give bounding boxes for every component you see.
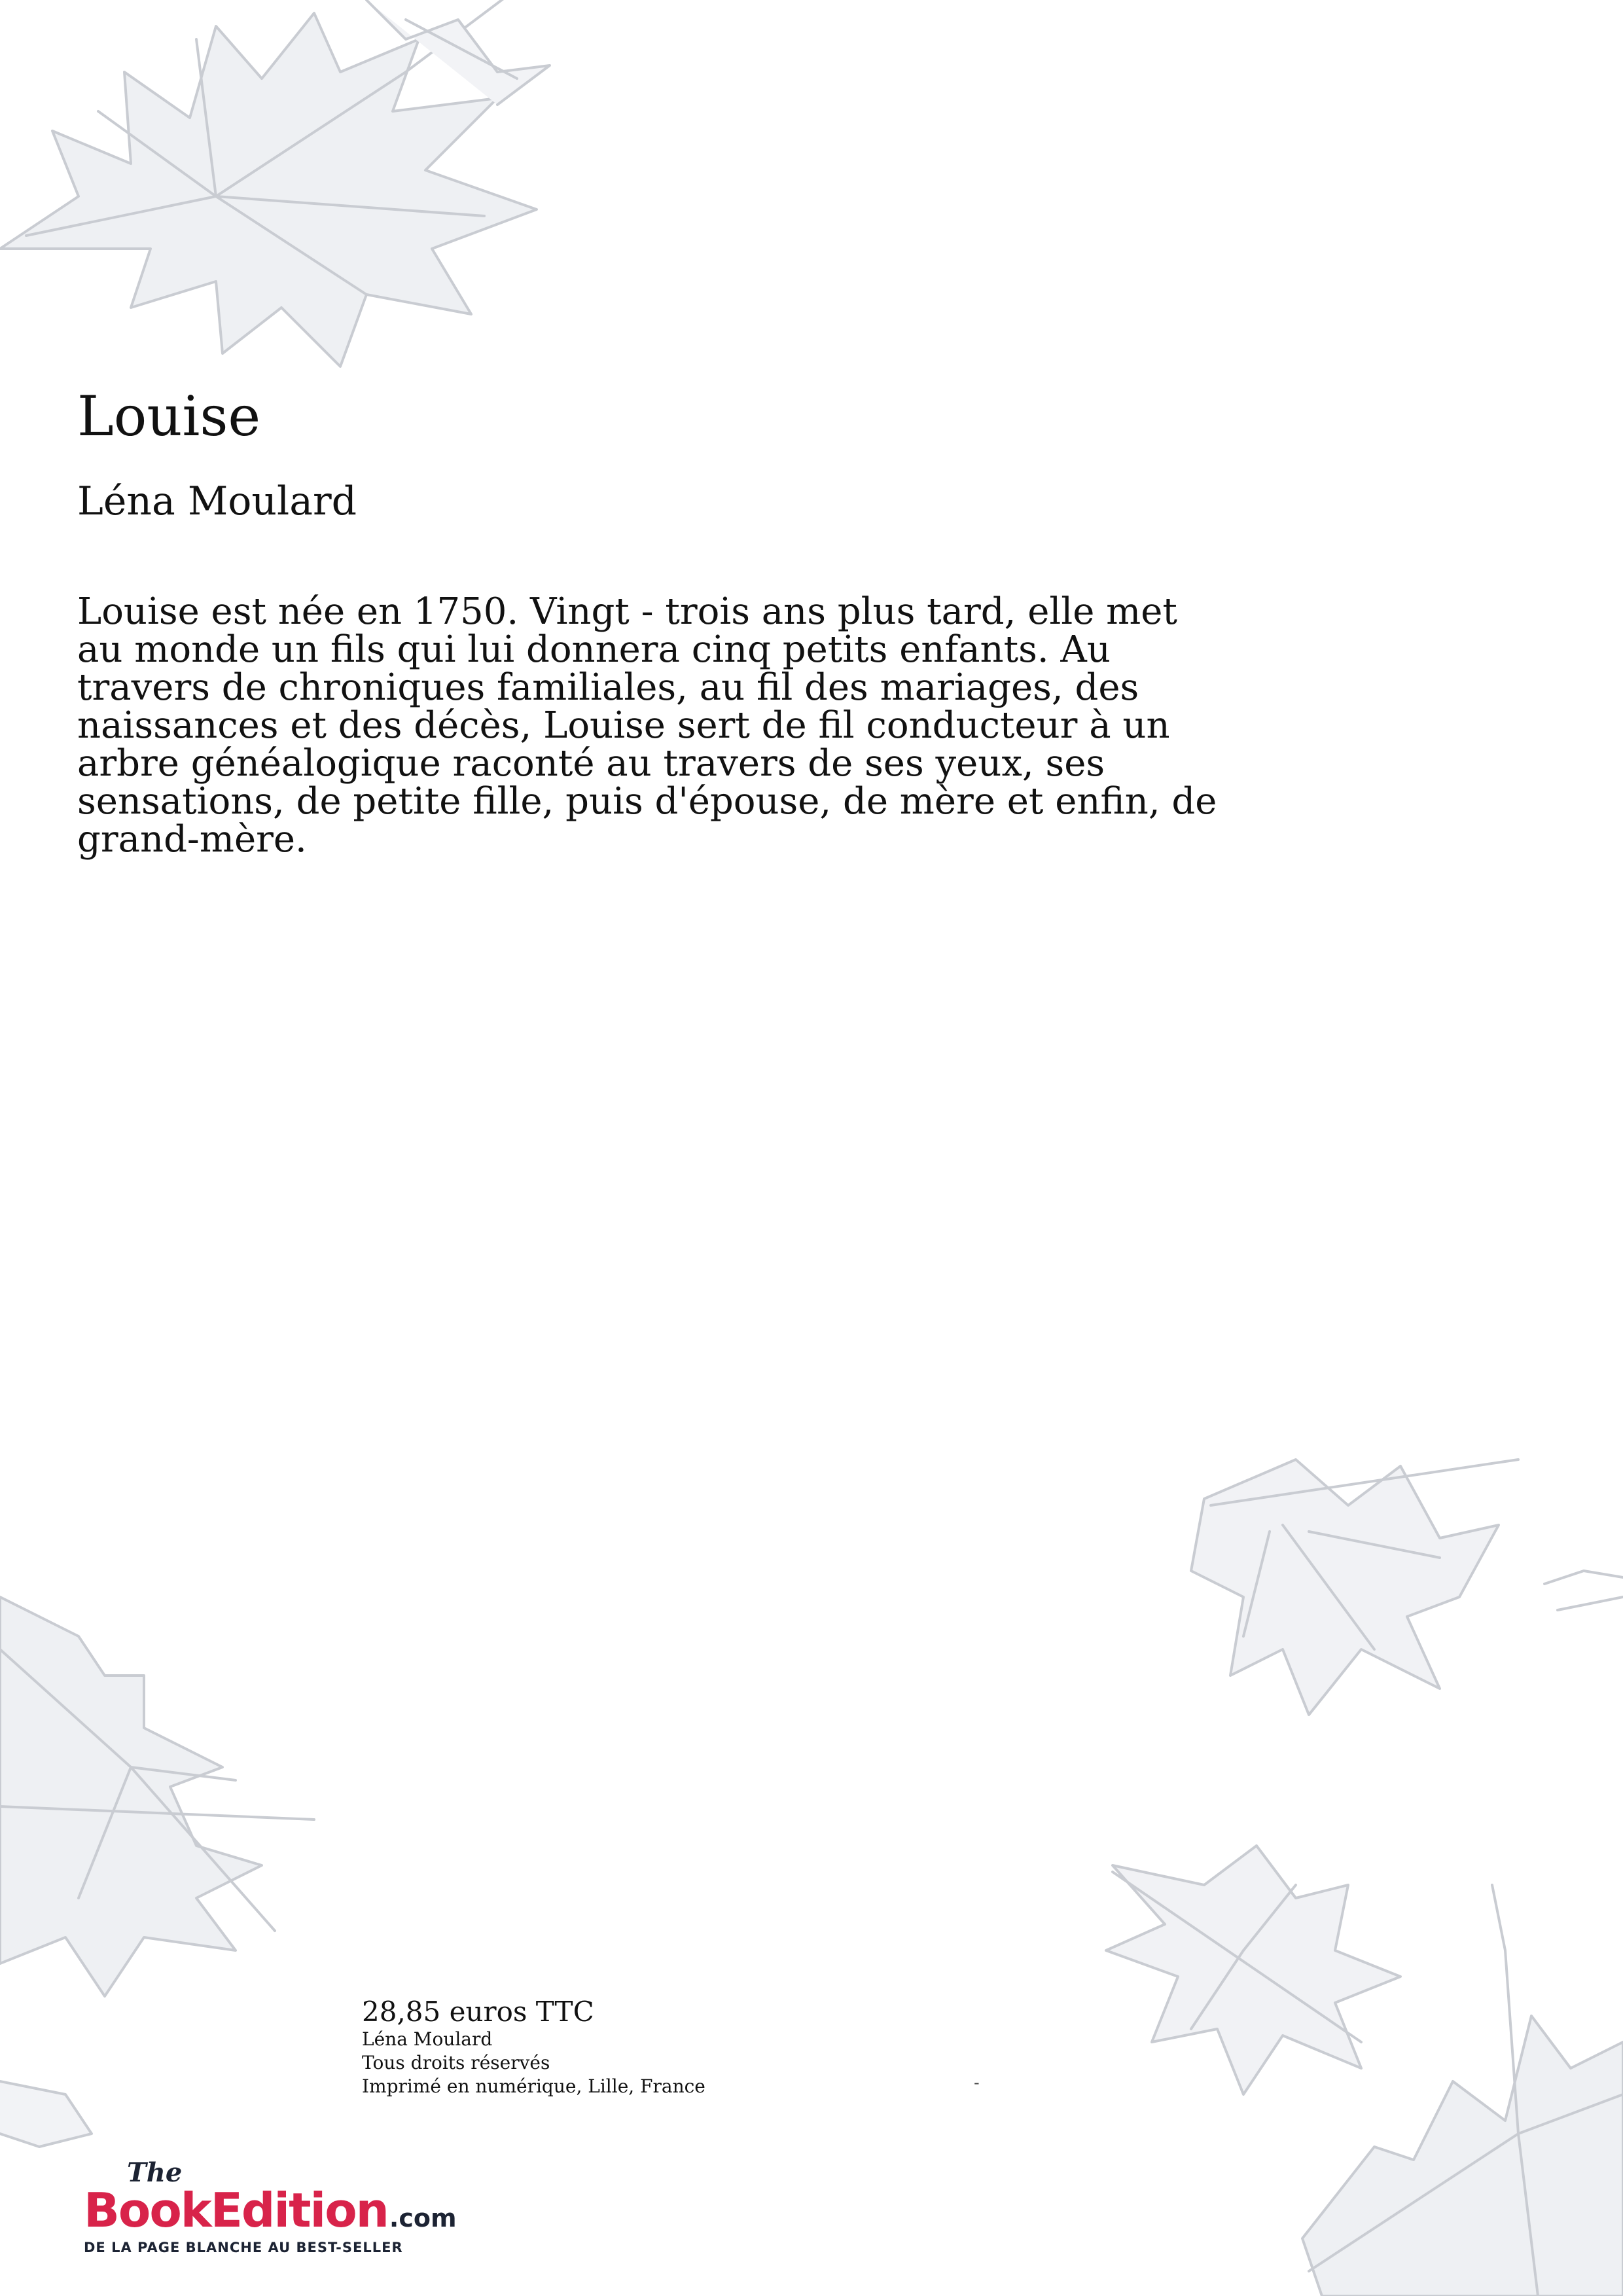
- maple-leaf-bottom-right-icon: [1106, 1846, 1400, 2094]
- rights-notice: Tous droits réservés: [362, 2052, 550, 2073]
- logo-domain: .com: [389, 2204, 457, 2233]
- logo-the: The: [127, 2157, 183, 2188]
- logo-tagline: DE LA PAGE BLANCHE AU BEST-SELLER: [84, 2240, 403, 2255]
- maple-leaf-top-edge-icon: [366, 0, 550, 105]
- leaf-fragment-left-edge-icon: [0, 2081, 92, 2147]
- maple-leaf-right-icon: [1191, 1460, 1518, 1715]
- maple-leaf-bottom-left-icon: [0, 1597, 314, 1996]
- book-summary: Louise est née en 1750. Vingt - trois ans plus tard, elle met au monde un fils qui lui donnera cinq petits enfants. Au travers de chroniques familiales, au fil des mariages, des naissances et des décès, Louise sert de fil conducteur à un arbre généalogique raconté au travers de ses yeux, ses sensations, de petite fille, puis d'épouse, de mère et enfin, de grand-mère.: [77, 590, 1217, 861]
- stray-mark: -: [974, 2073, 980, 2092]
- printing-notice: Imprimé en numérique, Lille, France: [362, 2075, 705, 2097]
- colophon-author: Léna Moulard: [362, 2028, 493, 2050]
- book-title: Louise: [77, 384, 261, 448]
- colophon: [362, 1996, 705, 2098]
- price: 28,85 euros TTC: [362, 1996, 594, 2028]
- publisher-logo: [84, 2157, 476, 2255]
- leaf-stem-right-edge-icon: [1544, 1571, 1623, 1610]
- maple-leaf-corner-icon: [1302, 1885, 1623, 2296]
- logo-name: BookEdition: [84, 2183, 388, 2238]
- book-author: Léna Moulard: [77, 478, 357, 524]
- maple-leaf-top-left-icon: [0, 0, 537, 367]
